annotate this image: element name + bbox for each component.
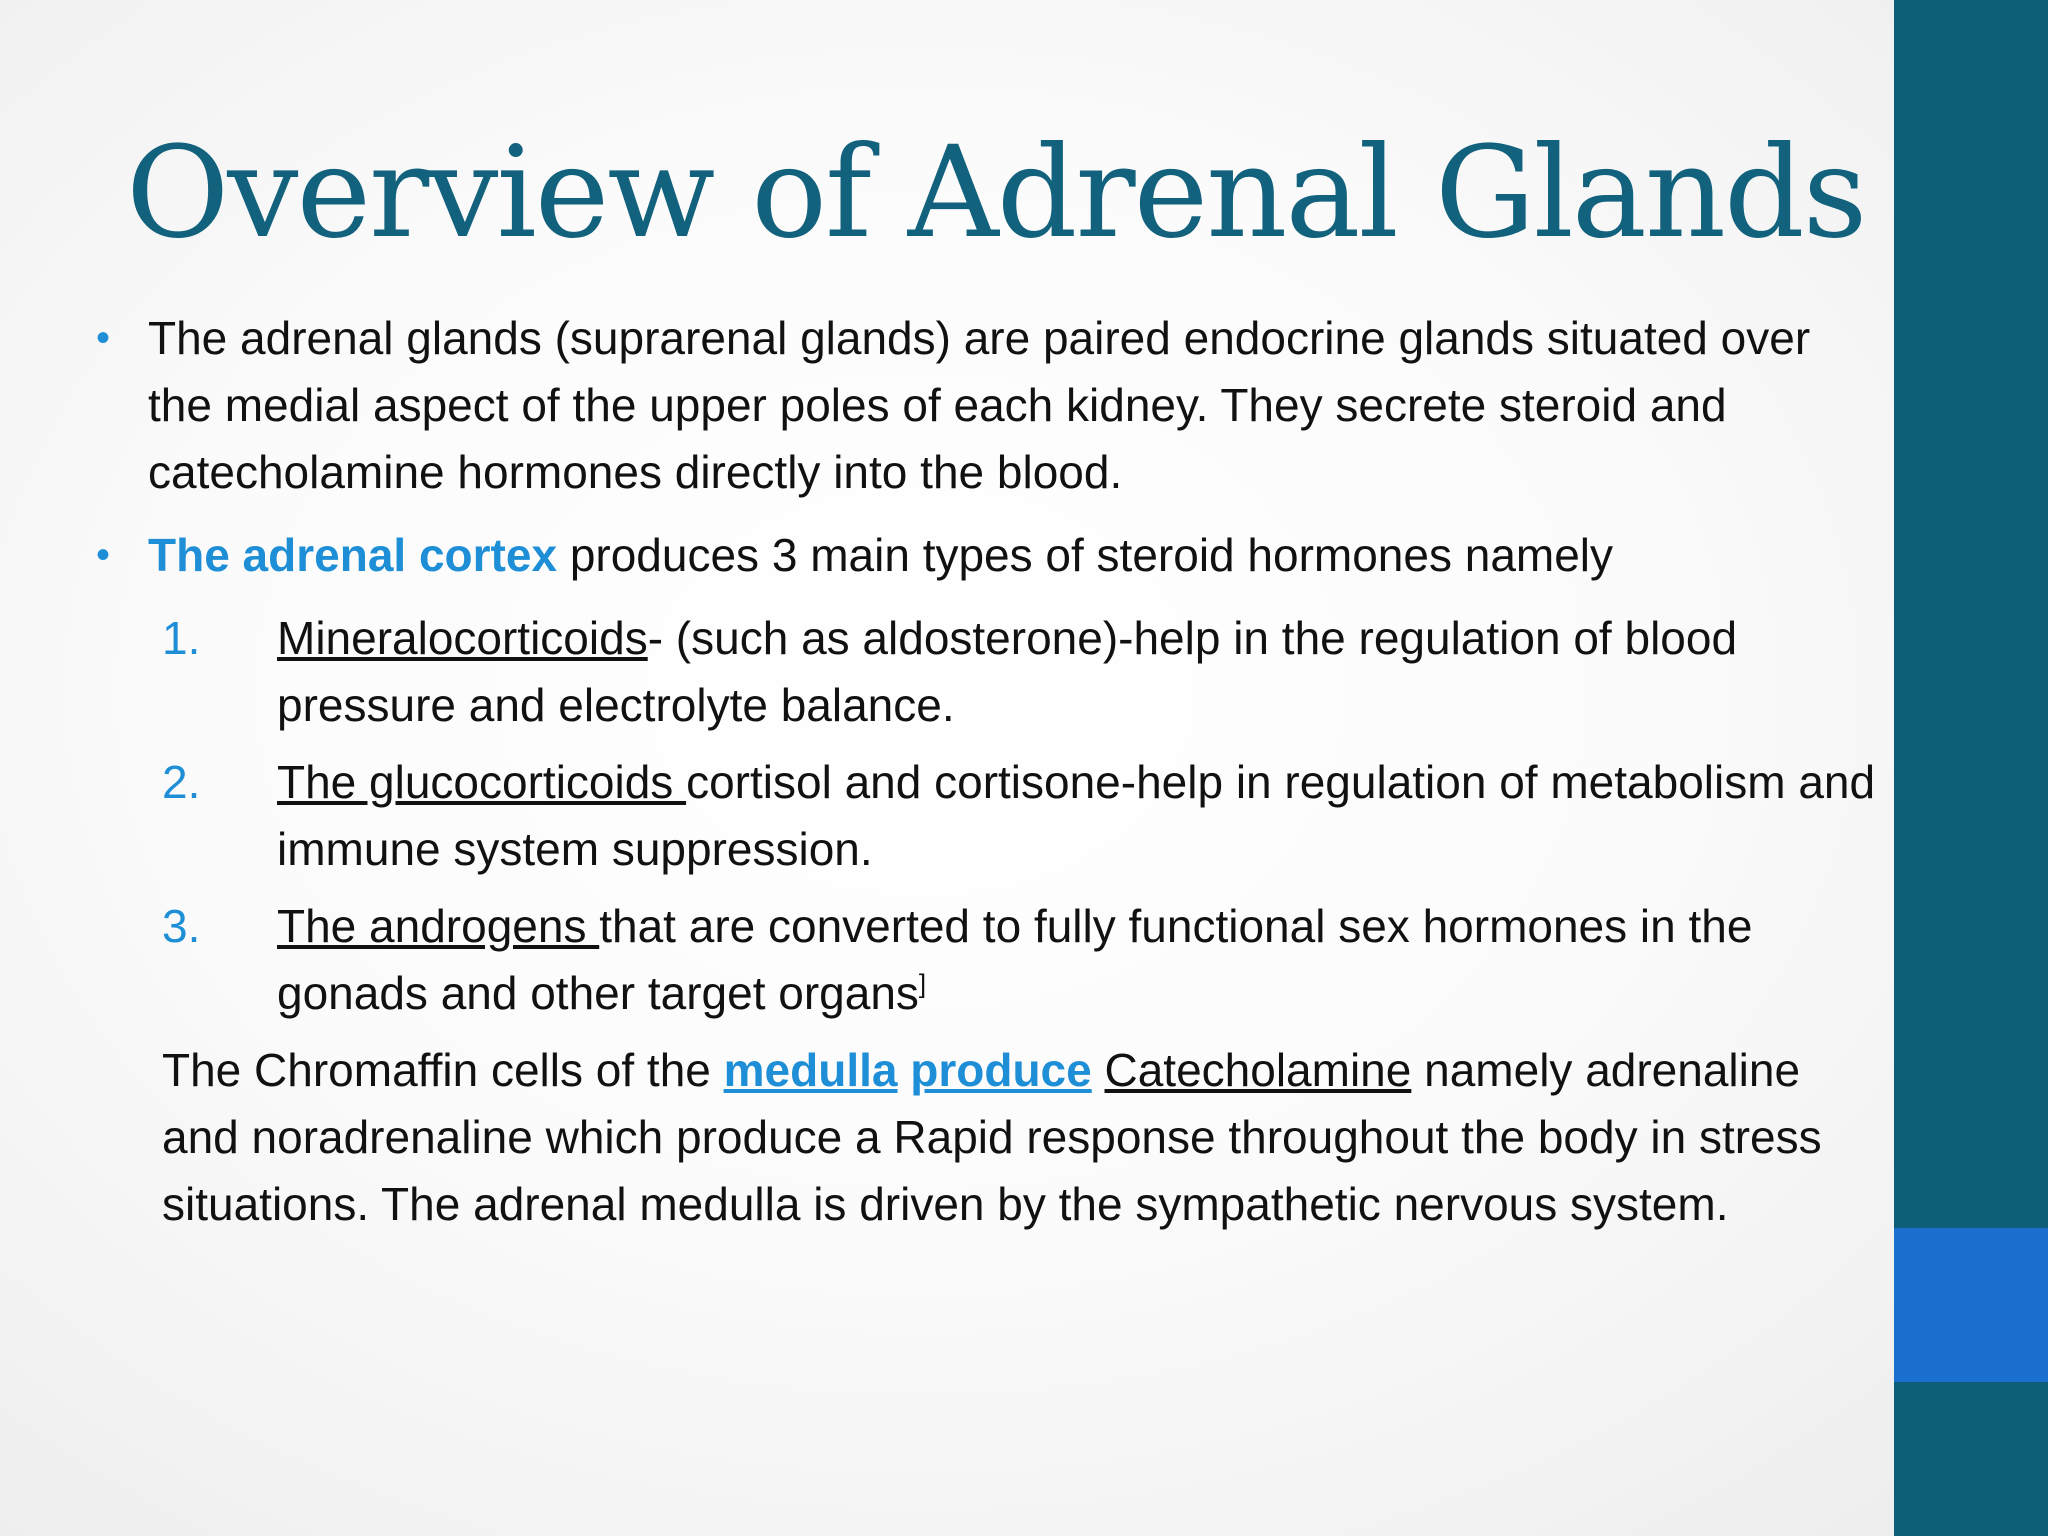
list-number: 1. [162, 612, 201, 664]
paragraph-prefix: The Chromaffin cells of the [162, 1044, 724, 1096]
side-accent-block [1894, 1228, 2048, 1382]
numbered-text: that are converted to fully functional sex hormones in the gonads and other target organs [277, 900, 1753, 1019]
slide-title: Overview of Adrenal Glands [126, 119, 1866, 266]
list-number: 3. [162, 900, 201, 952]
bullet-dot-icon: • [96, 316, 111, 360]
term-catecholamine: Catecholamine [1104, 1044, 1412, 1096]
bullet-item [96, 305, 1886, 506]
numbered-item [96, 749, 1886, 883]
paragraph-suffix: namely adrenaline and noradrenaline which produce a Rapid response throughout the body in stress situations. The adrenal medulla is driven by the sympathetic nervous system. [162, 1044, 1822, 1230]
numbered-item [96, 893, 1886, 1027]
adrenal-cortex-highlight: The adrenal cortex [148, 529, 558, 581]
link-space [897, 1044, 910, 1096]
bullet-text: produces 3 main types of steroid hormones namely [557, 529, 1614, 581]
numbered-item [96, 605, 1886, 739]
bullet-text: The adrenal glands (suprarenal glands) are paired endocrine glands situated over the medial aspect of the upper poles of each kidney. They secrete steroid and catecholamine hormones directly into the blood. [148, 312, 1811, 498]
term-mineralocorticoids: Mineralocorticoids [277, 612, 648, 664]
term-glucocorticoids: The glucocorticoids [277, 756, 687, 808]
medulla-link[interactable]: medulla [723, 1044, 898, 1096]
bullet-dot-icon: • [96, 533, 111, 577]
numbered-text: cortisol and cortisone-help in regulation of metabolism and immune system suppression. [277, 756, 1876, 875]
slide-content [96, 305, 1886, 1238]
medulla-paragraph [96, 1037, 1886, 1238]
list-number: 2. [162, 756, 201, 808]
term-androgens: The androgens [277, 900, 600, 952]
citation-marker: ] [918, 968, 927, 999]
produce-link[interactable]: produce [910, 1044, 1092, 1096]
numbered-text: - (such as aldosterone)-help in the regulation of blood pressure and electrolyte balance. [277, 612, 1738, 731]
bullet-item [96, 522, 1886, 589]
